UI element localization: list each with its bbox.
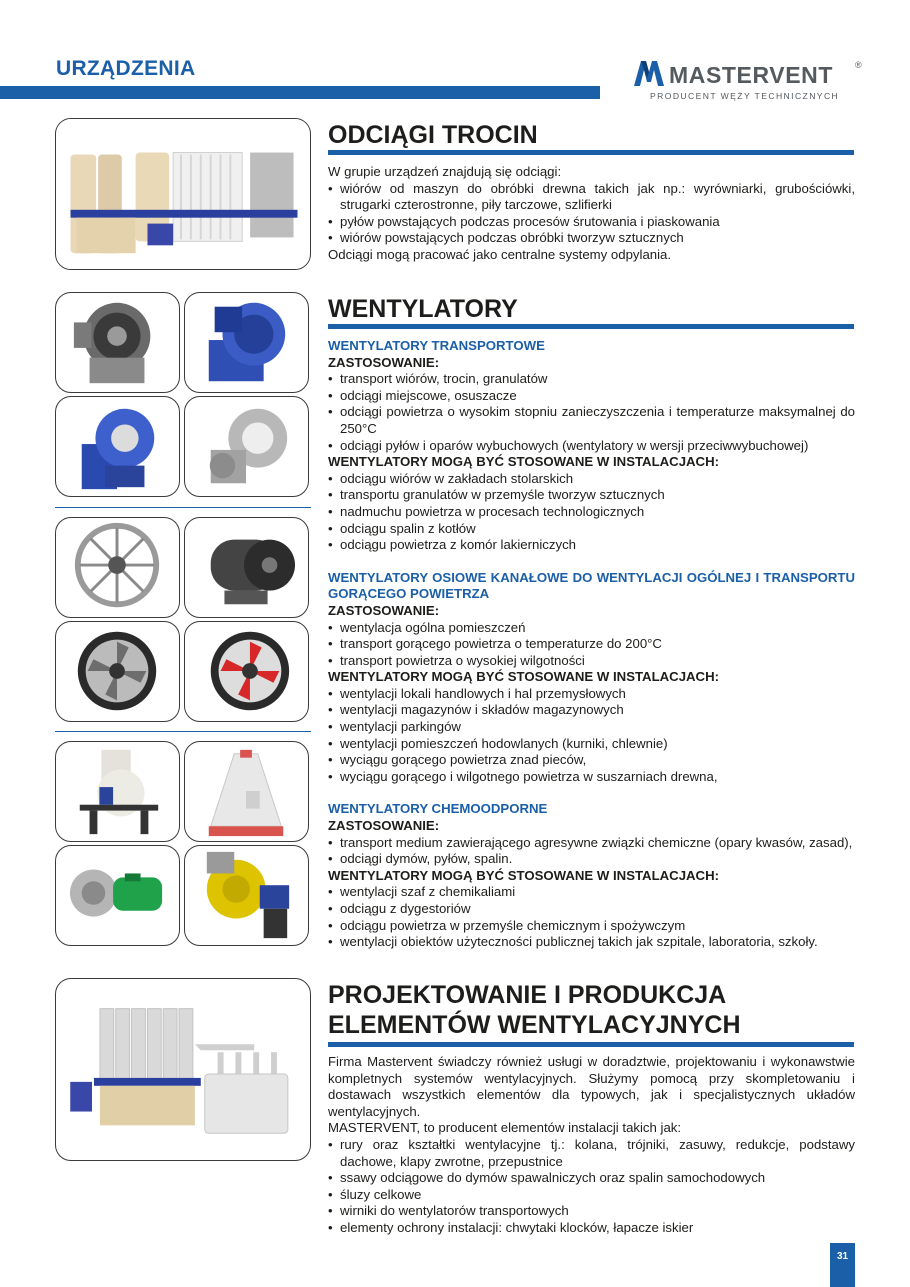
- divider-line: [55, 507, 311, 508]
- transport-fan-image-1: [55, 292, 180, 393]
- page-number: 31: [830, 1243, 855, 1287]
- odciagi-title-rule: [328, 150, 854, 155]
- projekt-list: [328, 1137, 855, 1237]
- list-item: • odciągu powietrza w przemyśle chemicznym i spożywczym: [328, 918, 855, 935]
- list-item: • wentylacji szaf z chemikaliami: [328, 884, 855, 901]
- transport-install-label: WENTYLATORY MOGĄ BYĆ STOSOWANE W INSTALACJACH:: [328, 454, 719, 470]
- list-item: • wentylacji obiektów użyteczności publicznej takich jak szpitale, laboratoria, szkoły.: [328, 934, 855, 951]
- list-item: • rury oraz kształtki wentylacyjne tj.: kolana, trójniki, zasuwy, redukcje, podstawy dachowe, klapy zwrotne, przepustnice: [328, 1137, 855, 1170]
- list-item: • transport powietrza o wysokiej wilgotności: [328, 653, 855, 670]
- chemical-fan-image-4: [184, 845, 309, 946]
- list-item: • odciągu spalin z kotłów: [328, 521, 855, 538]
- logo-tagline: PRODUCENT WĘŻY TECHNICZNYCH: [650, 91, 840, 101]
- axial-fan-image-3: [55, 621, 180, 722]
- logo-registered-mark: ®: [855, 60, 862, 70]
- list-item: • wentylacja ogólna pomieszczeń: [328, 620, 855, 637]
- list-item: • transport medium zawierającego agresywne związki chemiczne (opary kwasów, zasad),: [328, 835, 855, 852]
- dust-collector-image: [55, 118, 311, 270]
- chemo-install-list: [328, 884, 855, 950]
- transport-fan-image-4: [184, 396, 309, 497]
- projekt-paragraph-2: MASTERVENT, to producent elementów instalacji takich jak:: [328, 1120, 682, 1136]
- odciagi-intro: W grupie urządzeń znajdują się odciągi:: [328, 164, 562, 179]
- transport-use-label: ZASTOSOWANIE:: [328, 354, 440, 370]
- list-item: • wirniki do wentylatorów transportowych: [328, 1203, 855, 1220]
- list-item: • wyciągu gorącego powietrza znad pieców,: [328, 752, 855, 769]
- transport-fan-image-3: [55, 396, 180, 497]
- list-item: • śluzy celkowe: [328, 1187, 855, 1204]
- wentylatory-title: WENTYLATORY: [328, 295, 518, 323]
- mastervent-logo: [632, 58, 862, 104]
- list-item: • pyłów powstających podczas procesów śrutowania i piaskowania: [328, 214, 855, 231]
- chemical-fan-image-1: [55, 741, 180, 842]
- list-item: • nadmuchu powietrza w procesach technologicznych: [328, 504, 855, 521]
- projekt-body: [328, 1054, 855, 1237]
- axial-fan-image-2: [184, 517, 309, 618]
- odciagi-title: ODCIĄGI TROCIN: [328, 121, 538, 149]
- odciagi-outro: Odciągi mogą pracować jako centralne systemy odpylania.: [328, 246, 672, 262]
- chemical-fan-image-3: [55, 845, 180, 946]
- list-item: • wentylacji parkingów: [328, 719, 855, 736]
- list-item: • elementy ochrony instalacji: chwytaki klocków, łapacze iskier: [328, 1220, 855, 1237]
- wentylatory-body: [328, 338, 855, 951]
- divider-line: [55, 731, 311, 732]
- axial-fan-image-4: [184, 621, 309, 722]
- list-item: • wentylacji magazynów i składów magazynowych: [328, 702, 855, 719]
- chemical-fan-image-2: [184, 741, 309, 842]
- list-item: • wyciągu gorącego i wilgotnego powietrza w suszarniach drewna,: [328, 769, 855, 786]
- list-item: • wentylacji lokali handlowych i hal przemysłowych: [328, 686, 855, 703]
- list-item: • transport gorącego powietrza o temperaturze do 200°C: [328, 636, 855, 653]
- list-item: • transportu granulatów w przemyśle tworzyw sztucznych: [328, 487, 855, 504]
- list-item: • odciągi dymów, pyłów, spalin.: [328, 851, 855, 868]
- chemo-subtitle: WENTYLATORY CHEMOODPORNE: [328, 801, 548, 817]
- projekt-title-rule: [328, 1042, 854, 1047]
- osiowe-subtitle: WENTYLATORY OSIOWE KANAŁOWE DO WENTYLACJI OGÓLNEJ I TRANSPORTU GORĄCEGO POWIETRZA: [328, 569, 855, 602]
- transport-subtitle: WENTYLATORY TRANSPORTOWE: [328, 338, 545, 353]
- projekt-title-line-2: ELEMENTÓW WENTYLACYJNYCH: [328, 1011, 741, 1039]
- chemo-use-label: ZASTOSOWANIE:: [328, 818, 440, 834]
- header-bar: [0, 86, 600, 99]
- list-item: • odciągi powietrza o wysokim stopniu zanieczyszczenia i temperaturze maksymalnej do 250°C: [328, 404, 855, 437]
- osiowe-use-label: ZASTOSOWANIE:: [328, 602, 440, 618]
- chemo-install-label: WENTYLATORY MOGĄ BYĆ STOSOWANE W INSTALACJACH:: [328, 867, 719, 883]
- list-item: • wiórów od maszyn do obróbki drewna takich jak np.: wyrówniarki, grubościówki, strugarki czterostronne, piły tarczowe, szlifierki: [328, 181, 855, 214]
- list-item: • odciągu z dygestoriów: [328, 901, 855, 918]
- wentylatory-title-rule: [328, 324, 854, 329]
- transport-install-list: [328, 471, 855, 554]
- list-item: • wentylacji pomieszczeń hodowlanych (kurniki, chlewnie): [328, 736, 855, 753]
- osiowe-use-list: [328, 620, 855, 670]
- projekt-paragraph-1: Firma Mastervent świadczy również usługi w doradztwie, projektowaniu i wykonawstwie kompletnych systemów wentylacyjnych. Służymy pomocą przy skompletowaniu i dostawach wszystkich elementów dla typowych, jak i specjalistycznych układów wentylacyjnych.: [328, 1054, 855, 1119]
- axial-fan-image-1: [55, 517, 180, 618]
- list-item: • odciągu powietrza z komór lakierniczych: [328, 537, 855, 554]
- list-item: • odciągi miejscowe, osuszacze: [328, 388, 855, 405]
- logo-mark-icon: [632, 58, 666, 88]
- odciagi-list: [328, 181, 855, 247]
- list-item: • transport wiórów, trocin, granulatów: [328, 371, 855, 388]
- list-item: • odciągu wiórów w zakładach stolarskich: [328, 471, 855, 488]
- list-item: • odciągi pyłów i oparów wybuchowych (wentylatory w wersji przeciwwybuchowej): [328, 438, 855, 455]
- transport-use-list: [328, 371, 855, 454]
- ventilation-system-image: [55, 978, 311, 1161]
- odciagi-body: [328, 164, 855, 264]
- transport-fan-image-2: [184, 292, 309, 393]
- osiowe-install-label: WENTYLATORY MOGĄ BYĆ STOSOWANE W INSTALACJACH:: [328, 669, 719, 685]
- section-label: URZĄDZENIA: [56, 57, 196, 80]
- list-item: • wiórów powstających podczas obróbki tworzyw sztucznych: [328, 230, 855, 247]
- projekt-title-line-1: PROJEKTOWANIE I PRODUKCJA: [328, 981, 727, 1009]
- logo-name: MASTERVENT: [669, 62, 834, 88]
- osiowe-install-list: [328, 686, 855, 786]
- chemo-use-list: [328, 835, 855, 868]
- list-item: • ssawy odciągowe do dymów spawalniczych oraz spalin samochodowych: [328, 1170, 855, 1187]
